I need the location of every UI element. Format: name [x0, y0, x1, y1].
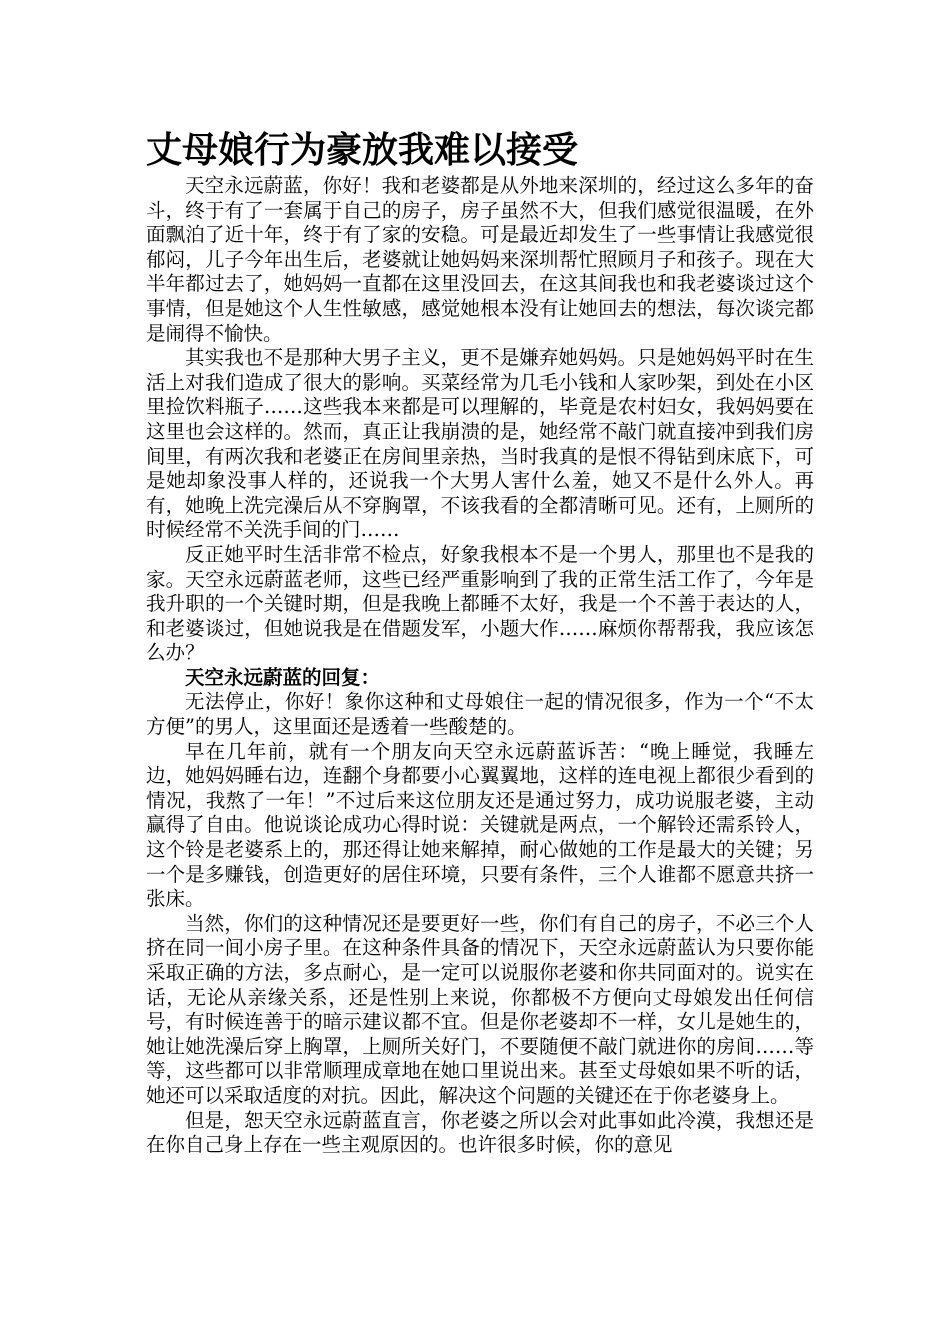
- document-page: [146, 128, 814, 1158]
- reply-paragraph-2: 早在几年前，就有一个朋友向天空永远蔚蓝诉苦：“晚上睡觉，我睡左边，她妈妈睡右边，连翻个身都要小心翼翼地，这样的连电视上都很少看到的情况，我熬了一年！”不过后来这位朋友还是通过努力，成功说服老婆，主动赢得了自由。他说谈论成功心得时说：关键就是两点，一个解铃还需系铃人，这个铃是老婆系上的，那还得让她来解掉，耐心做她的工作是最大的关键；另一个是多赚钱，创造更好的居住环境，只要有条件，三个人谁都不愿意共挤一张床。: [146, 739, 814, 911]
- letter-paragraph-3: 反正她平时生活非常不检点，好象我根本不是一个男人，那里也不是我的家。天空永远蔚蓝老师，这些已经严重影响到了我的正常生活工作了，今年是我升职的一个关键时期，但是我晚上都睡不太好，我是一个不善于表达的人，和老婆谈过，但她说我是在借题发军，小题大作……麻烦你帮帮我，我应该怎么办？: [146, 542, 814, 665]
- article-title: 丈母娘行为豪放我难以接受: [146, 130, 579, 171]
- letter-paragraph-2: 其实我也不是那种大男子主义，更不是嫌弃她妈妈。只是她妈妈平时在生活上对我们造成了很大的影响。买菜经常为几毛小钱和人家吵架，到处在小区里捡饮料瓶子……这些我本来都是可以理解的，毕竟是农村妇女，我妈妈要在这里也会这样的。然而，真正让我崩溃的是，她经常不敲门就直接冲到我们房间里，有两次我和老婆正在房间里亲热，当时我真的是恨不得钻到床底下，可是她却象没事人样的，还说我一个大男人害什么羞，她又不是什么外人。再有，她晚上洗完澡后从不穿胸罩，不该我看的全都清晰可见。还有，上厕所的时候经常不关洗手间的门……: [146, 346, 814, 542]
- reply-paragraph-1: 无法停止，你好！象你这种和丈母娘住一起的情况很多，作为一个“不太方便”的男人，这里面还是透着一些酸楚的。: [146, 690, 814, 739]
- reply-heading: 天空永远蔚蓝的回复：: [185, 665, 381, 689]
- letter-paragraph-1: 天空永远蔚蓝，你好！我和老婆都是从外地来深圳的，经过这么多年的奋斗，终于有了一套属于自己的房子，房子虽然不大，但我们感觉很温暖，在外面飘泊了近十年，终于有了家的安稳。可是最近却发生了一些事情让我感觉很郁闷，儿子今年出生后，老婆就让她妈妈来深圳帮忙照顾月子和孩子。现在大半年都过去了，她妈妈一直都在这里没回去，在这其间我也和我老婆谈过这个事情，但是她这个人生性敏感，感觉她根本没有让她回去的想法，每次谈完都是闹得不愉快。: [146, 174, 814, 345]
- reply-paragraph-4: 但是，恕天空永远蔚蓝直言，你老婆之所以会对此事如此冷漠，我想还是在你自己身上存在一些主观原因的。也许很多时候，你的意见: [146, 1108, 814, 1157]
- reply-paragraph-3: 当然，你们的这种情况还是要更好一些，你们有自己的房子，不必三个人挤在同一间小房子里。在这种条件具备的情况下，天空永远蔚蓝认为只要你能采取正确的方法，多点耐心，是一定可以说服你老婆和你共同面对的。说实在话，无论从亲缘关系，还是性别上来说，你都极不方便向丈母娘发出任何信号，有时候连善于的暗示建议都不宜。但是你老婆却不一样，女儿是她生的，她让她洗澡后穿上胸罩，上厕所关好门，不要随便不敲门就进你的房间……等等，这些都可以非常顺理成章地在她口里说出来。甚至丈母娘如果不听的话，她还可以采取适度的对抗。因此，解决这个问题的关键还在于你老婆身上。: [146, 911, 814, 1107]
